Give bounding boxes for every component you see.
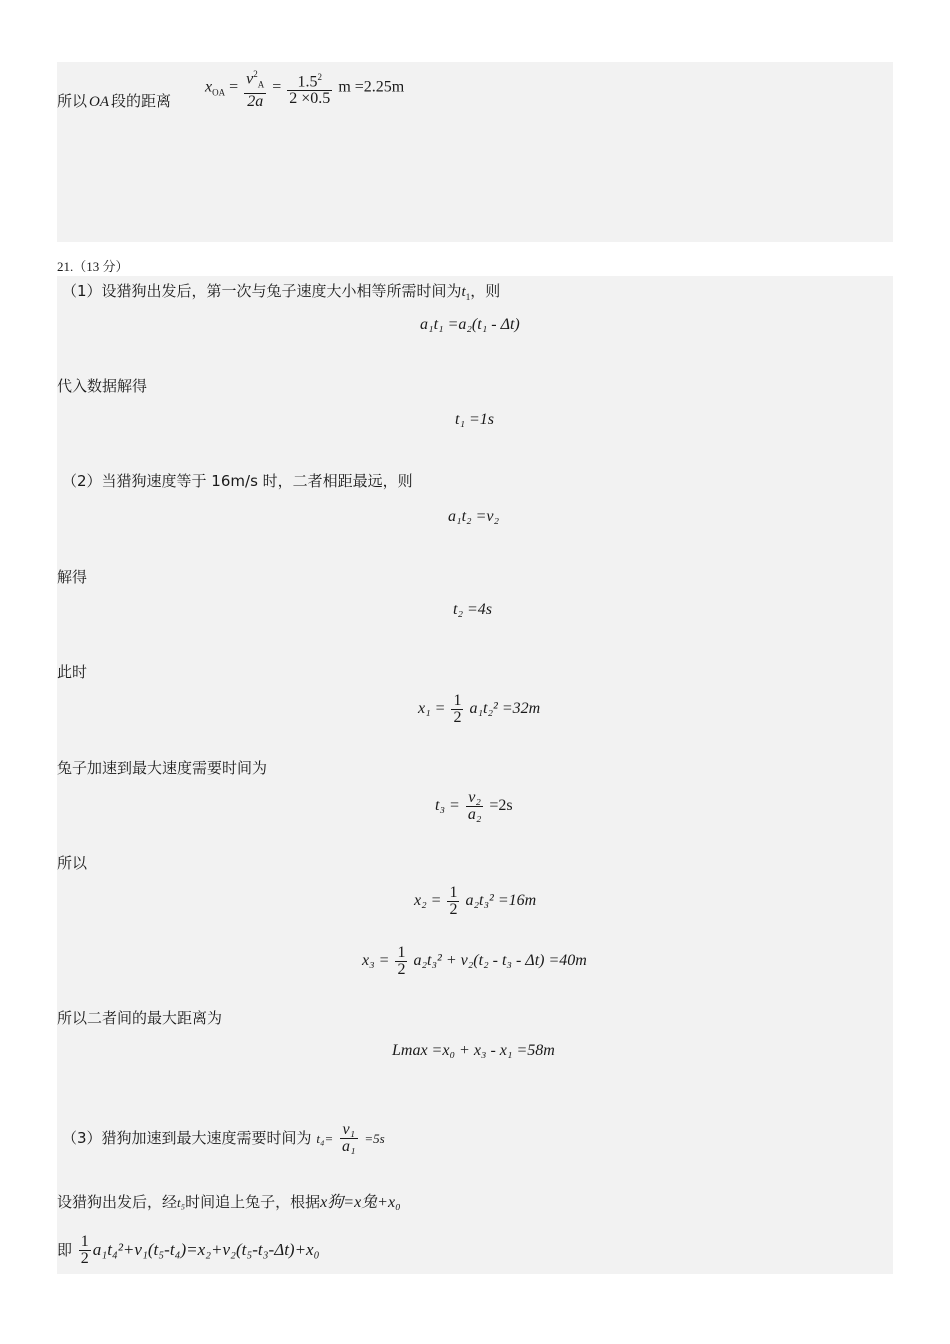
part2-eq5: x₂ = $\frac{1}{2}$ a₂t₃² =16m xyxy=(414,884,537,918)
part1-solve-label: 代入数据解得 xyxy=(57,377,148,395)
frac-half: $\frac{1}{2}$ xyxy=(397,944,406,978)
part1-eq2: t₁ =1s xyxy=(455,411,495,428)
part2-eq3: x₁ = $\frac{1}{2}$ a₁t₂² =32m xyxy=(418,692,541,726)
part3-intro: （3）猎狗加速到最大速度需要时间为 t₄= $\frac{\text{v₁}}{\text{a₁}}$ =5s xyxy=(62,1121,385,1155)
frac-v2-a2: $\frac{\text{v₂}}{\text{a₂}}$ xyxy=(467,789,482,823)
part2-rabbit-label: 兔子加速到最大速度需要时间为 xyxy=(57,759,268,777)
part2-intro: （2）当猎狗速度等于 16m/s 时，二者相距最远，则 xyxy=(62,472,413,490)
part2-then-label: 此时 xyxy=(57,663,88,681)
oa-distance-label xyxy=(57,91,171,112)
part2-eq4: t₃ = $\frac{\text{v₂}}{\text{a₂}}$ =2s xyxy=(435,789,513,823)
frac-va2-2a: $\frac{v^2_A}{2a}$ xyxy=(244,66,266,110)
part1-intro: （1）设猎狗出发后，第一次与兔子速度大小相等所需时间为$t_1$，则 xyxy=(62,282,501,302)
solution-block-top xyxy=(57,62,893,242)
part1-eq1: a₁t₁ =a₂(t₁ - Δt) xyxy=(420,316,520,333)
segment-distance-text: 段的距离 xyxy=(111,92,172,110)
question-number: 21.（13 分） xyxy=(57,259,129,274)
part2-max-label: 所以二者间的最大距离为 xyxy=(57,1009,223,1027)
part3-final: 即 $\frac{1}{2}$ a₁t₄²+v₁(t₅-t₄)=x₂+v₂(t₅-t₃-Δt)+x₀ xyxy=(57,1233,320,1267)
part2-so-label: 所以 xyxy=(57,854,88,872)
oa-var: OA xyxy=(89,94,110,110)
sub-oa: OA xyxy=(212,87,226,98)
frac-half: $\frac{1}{2}$ xyxy=(449,884,458,918)
part2-eq2: t₂ =4s xyxy=(453,601,493,618)
formula-xoa: $x_{OA}$ = $\frac{v^2_A}{2a}$ = $\frac{1.5^2}{2 \times 0.5}$ m =2.25m xyxy=(205,66,404,110)
frac-numeric: $\frac{1.5^2}{2 \times 0.5}$ xyxy=(287,69,332,107)
frac-half: $\frac{1}{2}$ xyxy=(453,692,462,726)
frac-half: $\frac{1}{2}$ xyxy=(80,1233,89,1267)
part2-eq6: x₃ = $\frac{1}{2}$ a₂t₃² + v₂(t₂ - t₃ - Δt) =40m xyxy=(362,944,587,978)
part2-eq1: a₁t₂ =v₂ xyxy=(448,508,500,525)
part2-eq7: Lmax =x₀ + x₃ - x₁ =58m xyxy=(392,1042,555,1059)
part3-catch-line: 设猎狗出发后，经t₅时间追上兔子，根据x狗=x兔+x₀ xyxy=(57,1193,401,1211)
so-text: 所以 xyxy=(57,92,88,110)
frac-v1-a1: $\frac{\text{v₁}}{\text{a₁}}$ xyxy=(342,1121,356,1155)
part2-solve-label: 解得 xyxy=(57,568,88,586)
